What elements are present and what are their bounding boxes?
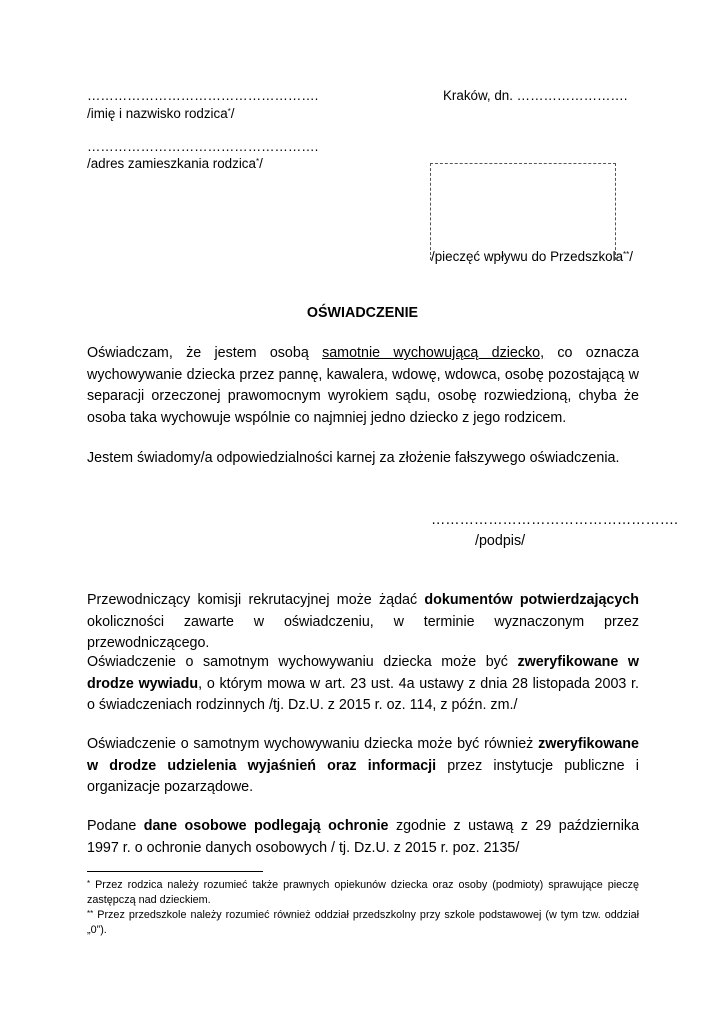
footnote-separator [87,871,263,872]
underlined-phrase: samotnie wychowującą dziecko, [322,345,545,361]
info-paragraph-institutions: Oświadczenie o samotnym wychowywaniu dziecka może być również zweryfikowane w drodze udzielenia wyjaśnień oraz informacji przez instytucje publiczne i organizacje pozarządowe. [87,736,639,795]
parent-name-dots: ……………………………………………. [87,88,319,103]
parent-name-label: /imię i nazwisko rodzica*/ [87,106,235,121]
info-paragraph-documents: Przewodniczący komisji rekrutacyjnej może żądać dokumentów potwierdzających okoliczności zawarte w oświadczeniu, w terminie wyznaczonym przez przewodniczącego. [87,592,639,651]
place-date: Kraków, dn. ……………………. [443,88,628,103]
footnote-1: * Przez rodzica należy rozumieć także prawnych opiekunów dziecka oraz osoby (podmioty) sprawujące pieczę zastępczą nad dzieckiem. [87,879,639,906]
signature-label: /podpis/ [475,533,526,549]
footnote-ref: * [227,107,231,116]
statement-paragraph: Oświadczam, że jestem osobą samotnie wychowującą dziecko, co oznacza wychowywanie dziecka przez pannę, kawalera, wdowę, wdowca, osobę pozostającą w separacji orzeczonej prawomocnym wyrokiem sądu, osobę rozwiedzioną, chyba że osoba taka wychowuje wspólnie co najmniej jedno dziecko z jego rodzicem. [87,345,640,426]
stamp-label: /pieczęć wpływu do Przedszkola**/ [431,249,633,264]
footnote-ref: * [255,157,260,166]
footnote-2: ** Przez przedszkole należy rozumieć również oddział przedszkolny przy szkole podstawowej (w tym tzw. oddział „0”). [87,909,639,936]
footnote-ref: ** [623,250,630,259]
parent-address-label: /adres zamieszkania rodzica*/ [87,156,263,171]
stamp-box [430,163,616,260]
parent-address-dots: ……………………………………………. [87,139,319,154]
info-paragraph-interview: Oświadczenie o samotnym wychowywaniu dziecka może być zweryfikowane w drodze wywiadu, o którym mowa w art. 23 ust. 4a ustawy z dnia 28 listopada 2003 r. o świadczeniach rodzinnych /tj. Dz.U. z 2015 r. oz. 114, z późn. zm./ [87,654,640,713]
info-paragraph-data-protection: Podane dane osobowe podlegają ochronie zgodnie z ustawą z 29 października 1997 r. o ochronie danych osobowych / tj. Dz.U. z 2015 r. poz. 2135/ [87,818,640,856]
document-title: OŚWIADCZENIE [306,305,419,321]
signature-dots: ……………………………………………. [431,512,679,528]
liability-paragraph: Jestem świadomy/a odpowiedzialności karnej za złożenie fałszywego oświadczenia. [87,450,620,466]
